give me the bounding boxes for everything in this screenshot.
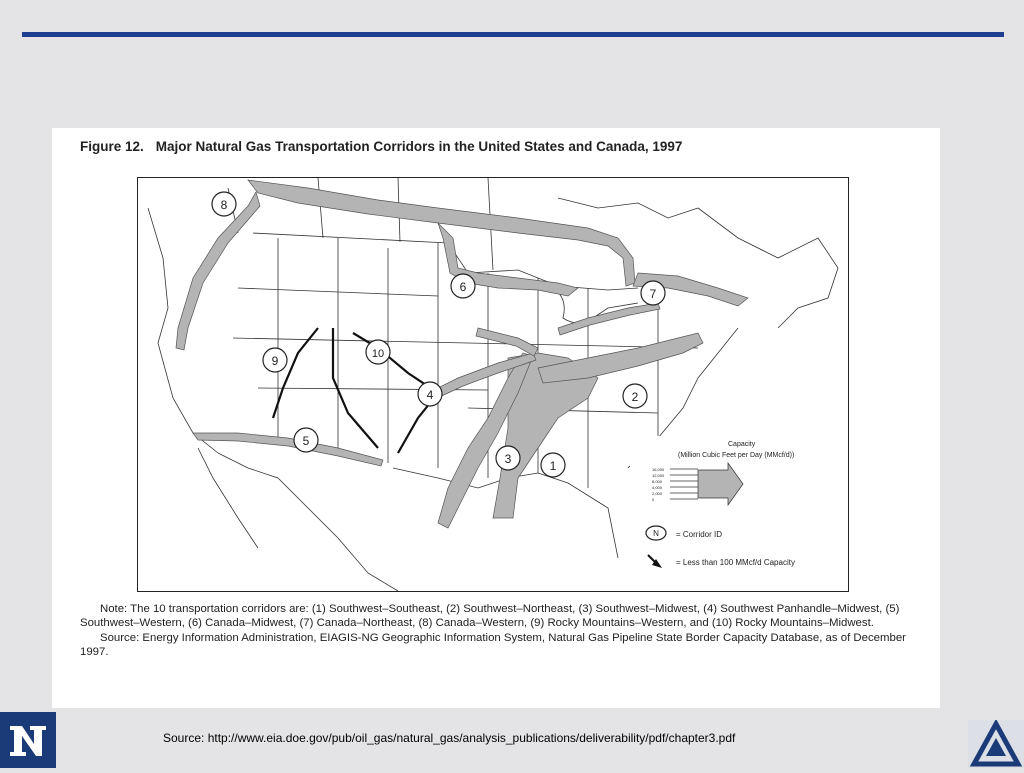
figure-note-text: Note: The 10 transportation corridors are: (1) Southwest–Southeast, (2) Southwest–Northeast, (3) Southwest–Midwest, (4) Southwest Panhandle–Midwest, (5) Southwest–Western, (6) Canada–Midwest, (7) Canada–Northeast, (8) Canada–Western, (9) Rocky Mountains–Western, and (10) Rocky Mountains–Midwest. — [80, 603, 900, 630]
corridor-id-1 — [541, 453, 565, 477]
figure-number: Figure 12. — [80, 139, 144, 154]
svg-text:6: 6 — [459, 280, 467, 294]
corridor-band-8 — [176, 192, 260, 350]
svg-text:1: 1 — [549, 459, 557, 473]
legend-capacity-title: Capacity — [728, 441, 756, 448]
corridor-band-5 — [193, 433, 383, 466]
svg-text:N: N — [653, 529, 659, 538]
baja-outline — [198, 448, 258, 548]
figure-panel — [52, 128, 940, 708]
mexico-outline — [218, 453, 398, 591]
corridor-id-4 — [418, 382, 442, 406]
figure-notes — [80, 602, 920, 660]
corridor-id-9 — [263, 348, 287, 372]
corridor-map — [137, 177, 849, 592]
university-n-logo-icon — [0, 712, 56, 768]
svg-text:4: 4 — [426, 388, 434, 402]
corridor-id-7 — [641, 281, 665, 305]
figure-title-text: Major Natural Gas Transportation Corridors in the United States and Canada, 1997 — [155, 139, 683, 154]
svg-text:9: 9 — [271, 354, 279, 368]
svg-text:12,000: 12,000 — [652, 473, 665, 478]
legend-corridor-id-symbol — [646, 526, 666, 540]
legend-small-capacity-label: = Less than 100 MMcf/d Capacity — [676, 558, 795, 567]
svg-text:7: 7 — [649, 287, 657, 301]
corridor-id-5 — [294, 428, 318, 452]
map-svg — [138, 178, 848, 591]
corridor-id-8 — [212, 192, 236, 216]
footer-source-link[interactable]: Source: http://www.eia.doe.gov/pub/oil_gas/natural_gas/analysis_publications/deliverability/pdf/chapter3.pdf — [163, 731, 736, 745]
svg-text:0: 0 — [652, 497, 655, 502]
corridor-id-3 — [496, 446, 520, 470]
corridor-band-hub — [476, 328, 538, 356]
corridor-id-2 — [623, 384, 647, 408]
figure-title — [80, 139, 682, 154]
svg-text:5: 5 — [302, 434, 310, 448]
svg-text:8: 8 — [220, 198, 228, 212]
svg-text:3: 3 — [504, 452, 512, 466]
north-coast — [698, 208, 838, 328]
figure-source-text: Source: Energy Information Administration, EIAGIS-NG Geographic Information System, Natural Gas Pipeline State Border Capacity Database, as of December 1997. — [80, 631, 906, 659]
hudson-coast — [558, 198, 698, 218]
svg-text:2,000: 2,000 — [652, 491, 663, 496]
corridor-id-10 — [366, 340, 390, 364]
legend-capacity-unit: (Million Cubic Feet per Day (MMcf/d)) — [678, 452, 795, 459]
header-accent-rule — [22, 32, 1004, 37]
svg-text:10: 10 — [371, 348, 385, 360]
svg-text:16,000: 16,000 — [652, 467, 665, 472]
svg-text:2: 2 — [631, 390, 639, 404]
corridor-id-6 — [451, 274, 475, 298]
pipeline-9 — [273, 328, 318, 418]
map-legend — [630, 436, 845, 586]
svg-text:4,000: 4,000 — [652, 485, 663, 490]
triangle-emblem-icon — [968, 720, 1024, 768]
legend-corridor-id-label: = Corridor ID — [676, 530, 723, 539]
svg-text:8,000: 8,000 — [652, 479, 663, 484]
